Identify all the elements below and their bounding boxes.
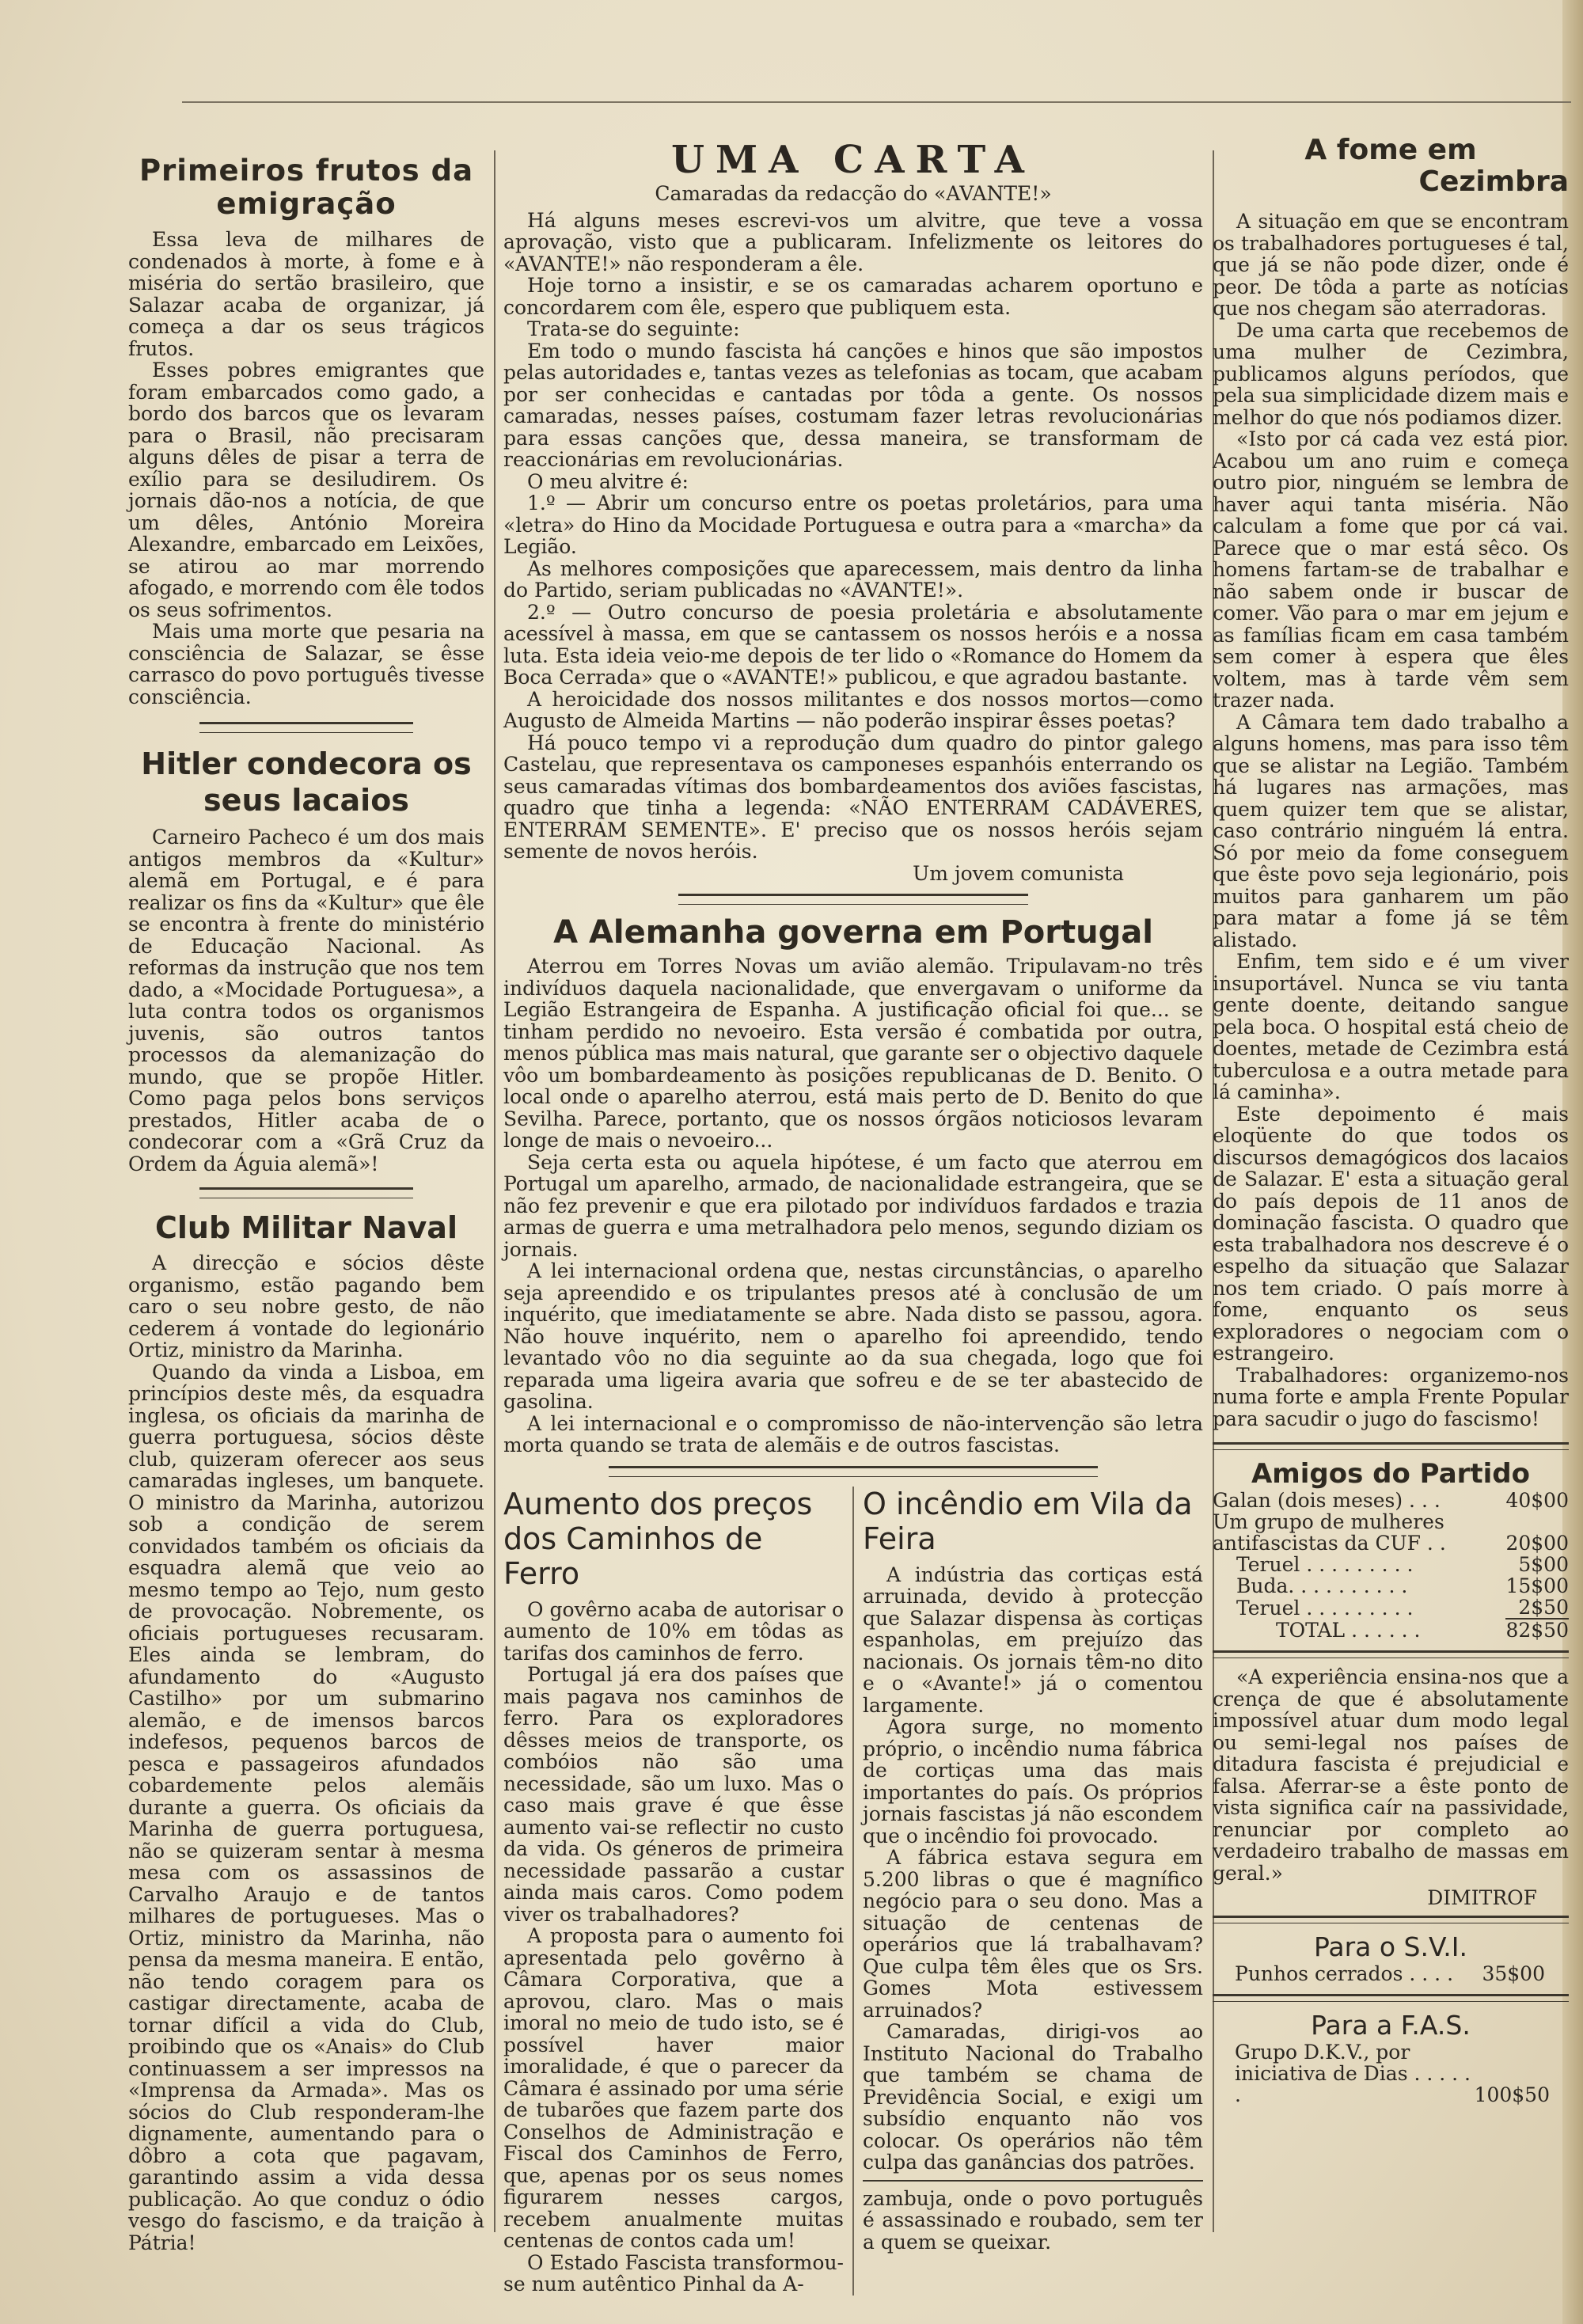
paragraph: A fábrica estava segura em 5.200 libras o que é magnífico negócio para o seu dono. Mas a situação de centenas de operários que lá trabalhavam? Que culpa têm êles que os Srs. Gomes Mota estivessem arruinados? bbox=[863, 1846, 1203, 2022]
donation-row bbox=[1213, 1963, 1569, 1984]
donation-row bbox=[1213, 1511, 1569, 1554]
paragraph: O govêrno acaba de autorisar o aumento de 10% em tôdas as tarifas dos caminhos de ferro. bbox=[503, 1597, 844, 1665]
top-rule bbox=[182, 101, 1571, 103]
donation-row bbox=[1213, 1597, 1569, 1619]
paragraph: 2.º — Outro concurso de poesia proletária e absolutamente acessível à massa, em que se cantassem os nossos heróis e a nossa luta. Esta ideia veio-me depois de ter lido o «Romance do Homem da Boca Cerrada» que o «AVANTE!» publicou, e que agradou bastante. bbox=[503, 600, 1203, 689]
paragraph: Seja certa esta ou aquela hipótese, é um facto que aterrou em Portugal um aparelho, armado, de nacionalidade estrangeira, que se não fez prevenir e que era pilotado por indivíduos fardados e trazia armas de guerra e uma metralhadora pelo menos, segundo diziam os jornais. bbox=[503, 1150, 1203, 1261]
donation-label: Teruel . . . . . . . . . bbox=[1236, 1596, 1414, 1620]
donation-amount: 35$00 bbox=[1482, 1961, 1545, 1985]
paragraph: Carneiro Pacheco é um dos mais antigos membros da «Kultur» alemã em Portugal, e é para realizar os fins da «Kultur» que êle se encontra à frente do ministério de Educação Nacional. As reformas da instrução que nos tem dado, a «Mocidade Portuguesa», a luta contra todos os organismos juvenis, são outros tantos processos da alemanização do mundo, que se propõe Hitler. Como paga pelos bons serviços prestados, Hitler acaba de o condecorar com a «Grã Cruz da Ordem da Águia alemã»! bbox=[128, 826, 484, 1175]
article-incendio-vila-feira bbox=[863, 1487, 1203, 2296]
donation-amount: 40$00 bbox=[1505, 1489, 1569, 1512]
paragraph: Mais uma morte que pesaria na consciência de Salazar, se êsse carrasco do povo português tivesse consciência. bbox=[128, 620, 484, 708]
paragraph: Aterrou em Torres Novas um avião alemão. Tripulavam-no três indivíduos daquela nacionalidade, que envergavam o uniforme da Legião Estrangeira de Espanha. A justificação oficial foi que... se tinham perdido no nevoeiro. Esta versão é combatida por outra, menos pública mas mais natural, que garante ser o objectivo daquele vôo um bombardeamento às posições republicanas de D. Benito. O local onde o aparelho aterrou, está mais perto de D. Benito do que Sevilha. Parece, portanto, que os nossos órgãos noticiosos levaram longe de mais o nevoeiro... bbox=[503, 955, 1203, 1152]
donation-total-row bbox=[1213, 1619, 1569, 1641]
separator bbox=[678, 894, 1028, 905]
article-title: Aumento dos preços dos Caminhos de Ferro bbox=[503, 1486, 813, 1591]
paragraph: zambuja, onde o povo português é assassinado e roubado, sem ter a quem se queixar. bbox=[863, 2186, 1203, 2254]
paragraph: Hoje torno a insistir, e se os camaradas acharem oportuno e concordarem com êle, espero que publiquem esta. bbox=[503, 274, 1203, 319]
paragraph: O Estado Fascista transformou-se num autêntico Pinhal da A- bbox=[503, 2250, 844, 2296]
paragraph: A heroicidade dos nossos militantes e dos nossos mortos—como Augusto de Almeida Martins — não poderão inspirar êsses poetas? bbox=[503, 687, 1203, 732]
paragraph: Quando da vinda a Lisboa, em princípios deste mês, da esquadra inglesa, os oficiais da marinha de guerra portuguesa, sócios dêste club, quizeram oferecer aos seus camaradas ingleses, um banquete. O ministro da Marinha, autorizou sob a condição de serem convidados também os oficiais da esquadra alemã que veio ao mesmo tempo ao Tejo, num gesto de provocação. Nobremente, os oficiais portugueses recusaram. Eles ainda se lembram, do afundamento do «Augusto Castilho» por um submarino alemão, e de imensos barcos indefesos, pequenos barcos de pesca e passageiros afundados cobardemente pelos alemãis durante a guerra. Os oficiais da Marinha de guerra portuguesa, não se quizeram sentar à mesma mesa com os assassinos de Carvalho Araujo e de tantos milhares de portugueses. Mas o Ortiz, ministro da Marinha, não pensa da mesma maneira. E então, não tendo coragem para os castigar directamente, acaba de tornar difícil a vida do Club, proibindo que os «Anais» do Club continuassem a ser impressos na «Imprensa da Armada». Mas os sócios do Club responderam-lhe dignamente, aumentando para o dôbro a cota que pagavam, garantindo assim a vida dessa publicação. Ao que conduz o ódio vesgo do fascismo, e da traição à Pátria! bbox=[128, 1360, 484, 2254]
donations-amigos-do-partido bbox=[1213, 1458, 1569, 1641]
donations-svi bbox=[1213, 1931, 1569, 1984]
article-title: Cezimbra bbox=[1418, 165, 1569, 198]
paragraph: As melhores composições que aparecessem, mais dentro da linha do Partido, seriam publicadas no «AVANTE!». bbox=[503, 556, 1203, 602]
total-label: TOTAL . . . . . . bbox=[1276, 1618, 1421, 1642]
donation-label: Grupo D.K.V., por iniciativa de Dias . . . . . . bbox=[1235, 2040, 1471, 2106]
greeting: Camaradas da redacção do «AVANTE!» bbox=[655, 182, 1052, 205]
column-left bbox=[128, 154, 484, 2254]
separator bbox=[863, 2180, 1203, 2182]
paragraph: Agora surge, no momento próprio, o incêndio numa fábrica de cortiças uma das mais importantes do país. Os próprios jornais fascistas já não escondem que o incêndio foi provocado. bbox=[863, 1715, 1203, 1847]
paragraph: A lei internacional ordena que, nestas circunstâncias, o aparelho seja apreendido e os tripulantes presos até à conclusão de um inquérito, que imediatamente se abre. Nada disto se passou, agora. Não houve inquérito, nem o aparelho foi apreendido, tendo levantado vôo no dia seguinte ao da sua chegada, logo que foi reparada uma ligeira avaria que sofreu e de se ter abastecido de gasolina. bbox=[503, 1259, 1203, 1413]
donation-amount: 100$50 bbox=[1474, 2083, 1550, 2106]
paragraph: Há pouco tempo vi a reprodução dum quadro do pintor galego Castelau, que representava os camponeses espanhóis enterrando os seus camaradas vítimas dos bombardeamentos dos aviões fascistas, quadro que tinha a legenda: «NÃO ENTERRAM CADÁVERES, ENTERRAM SEMENTE». E' preciso que os nossos heróis sejam semente de novos heróis. bbox=[503, 731, 1203, 863]
donation-label: Punhos cerrados . . . . bbox=[1235, 1961, 1454, 1985]
paragraph: A indústria das cortiças está arruinada, devido à protecção que Salazar dispensa às cortiças espanholas, em prejuízo das nacionais. Os jornais têm-no dito e o «Avante!» já o comentou largamente. bbox=[863, 1563, 1203, 1717]
separator bbox=[1213, 1994, 1569, 2002]
article-title: Hitler condecora os seus lacaios bbox=[141, 746, 472, 818]
article-title: A Alemanha governa em Portugal bbox=[553, 914, 1153, 951]
article-aumento-precos bbox=[503, 1487, 844, 2296]
paragraph: Camaradas, dirigi-vos ao Instituto Nacional do Trabalho que também se chama de Previdência Social, e exigi um subsídio enquanto não vos colocar. Os operários não têm culpa das ganâncias dos patrões. bbox=[863, 2020, 1203, 2174]
paragraph: A Câmara tem dado trabalho a alguns homens, mas para isso têm que se alistar na Legião. Também há lugares nas armações, mas quem quizer tem que se alistar, caso contrário ninguém lá entra. Só por meio da fome conseguem que êste povo seja legionário, pois muitos para ganharem um pão para matar a fome já se têm alistado. bbox=[1213, 710, 1569, 951]
donations-fas bbox=[1213, 2010, 1569, 2106]
paragraph: «Isto por cá cada vez está pior. Acabou um ano ruim e começa outro pior, ninguém se lembra de haver aqui tanta miséria. Não calculam a fome que por cá vai. Parece que o mar está sêco. Os homens fartam-se de trabalhar e não sabem onde ir buscar de comer. Vão para o mar em jejum e as famílias ficam em casa também sem comer à espera que êles voltem, mas à tarde vêm sem trazer nada. bbox=[1213, 427, 1569, 712]
paragraph: Em todo o mundo fascista há canções e hinos que são impostos pelas autoridades e, tantas vezes as telefonias as tocam, que acabam por ser conhecidas e cantadas por tôda a gente. Os nossos camaradas, nesses países, costumam fazer letras revolucionárias para essas canções que, dessa maneira, se transformam de reaccionárias em revolucionárias. bbox=[503, 339, 1203, 471]
article-title: Club Militar Naval bbox=[155, 1210, 457, 1245]
article-title: Primeiros frutos da emigração bbox=[139, 154, 474, 221]
paragraph: Enfim, tem sido e é um viver insuportável. Nunca se viu tanta gente doente, deitando sangue pela boca. O hospital está cheio de doentes, metade de Cezimbra está tuberculosa e a outra metade para lá caminha». bbox=[1213, 950, 1569, 1103]
column-divider bbox=[494, 150, 495, 2232]
donation-table bbox=[1213, 1490, 1569, 1641]
separator bbox=[1213, 1650, 1569, 1658]
donation-amount: 5$00 bbox=[1518, 1553, 1569, 1576]
separator bbox=[1213, 1916, 1569, 1923]
donation-label: Um grupo de mulheres antifascistas da CUF . . bbox=[1213, 1510, 1446, 1555]
donation-table bbox=[1213, 1963, 1569, 1984]
donation-amount: 20$00 bbox=[1505, 1532, 1569, 1555]
column-right bbox=[1213, 135, 1569, 2106]
paragraph: A lei internacional e o compromisso de não-intervenção são letra morta quando se trata de alemãis e de outros fascistas. bbox=[503, 1411, 1203, 1456]
quote-text: «A experiência ensina-nos que a crença de que é absolutamente impossível atuar dum modo legal ou semi-legal nos países de ditadura fascista é prejudicial e falsa. Aferrar-se a êste ponto de vista significa caír na passividade, renunciar por completo ao verdadeiro trabalho de massas em geral.» bbox=[1213, 1665, 1569, 1885]
article-title: A fome em bbox=[1304, 134, 1477, 166]
paragraph: Esses pobres emigrantes que foram embarcados como gado, a bordo dos barcos que os levaram para o Brasil, não precisaram alguns dêles de pisar a terra de exílio para se desiludirem. Os jornais dão-nos a notícia, de que um dêles, António Moreira Alexandre, embarcado em Leixões, se atirou ao mar morrendo afogado, e morrendo com êle todos os seus sofrimentos. bbox=[128, 359, 484, 621]
separator bbox=[199, 722, 413, 733]
donation-row bbox=[1213, 2041, 1569, 2106]
quote-dimitrof bbox=[1213, 1666, 1569, 1909]
total-amount: 82$50 bbox=[1505, 1619, 1569, 1642]
paragraph: De uma carta que recebemos de uma mulher de Cezimbra, publicamos alguns períodos, que pela sua simplicidade dizem mais e melhor do que nós podiamos dizer. bbox=[1213, 318, 1569, 429]
article-title: O incêndio em Vila da Feira bbox=[863, 1486, 1193, 1556]
donation-row bbox=[1213, 1554, 1569, 1575]
donation-table bbox=[1213, 2041, 1569, 2106]
paragraph: Há alguns meses escrevi-vos um alvitre, que teve a vossa aprovação, visto que a publicaram. Infelizmente os leitores do «AVANTE!» não responderam a êle. bbox=[503, 208, 1203, 275]
paragraph: Portugal já era dos países que mais pagava nos caminhos de ferro. Para os exploradores dêsses meios de transporte, os combóios não são uma necessidade, são um luxo. Mas o caso mais grave é que êsse aumento vai-se reflectir no custo da vida. Os géneros de primeira necessidade passarão a custar ainda mais caros. Como podem viver os trabalhadores? bbox=[503, 1663, 844, 1926]
separator bbox=[199, 1187, 413, 1198]
signature: Um jovem comunista bbox=[913, 861, 1124, 885]
paragraph: O meu alvitre é: bbox=[527, 469, 689, 493]
quote-author: DIMITROF bbox=[1427, 1886, 1537, 1909]
paragraph: Trata-se do seguinte: bbox=[527, 317, 740, 340]
column-center bbox=[503, 139, 1203, 2296]
article-primeiros-frutos bbox=[128, 154, 484, 708]
article-title: UMA CARTA bbox=[671, 138, 1035, 182]
article-title: Amigos do Partido bbox=[1251, 1458, 1531, 1490]
paragraph: Essa leva de milhares de condenados à morte, à fome e à miséria do sertão brasileiro, que Salazar acaba de organizar, já começa a dar os seus trágicos frutos. bbox=[128, 228, 484, 360]
donation-row bbox=[1213, 1490, 1569, 1511]
separator bbox=[1213, 1442, 1569, 1450]
article-club-militar-naval bbox=[128, 1209, 484, 2254]
paragraph: Este depoimento é mais eloqüente do que todos os discursos demagógicos dos lacaios de Salazar. E' esta a situação geral do país depois de 11 anos de dominação fascista. O quadro que esta trabalhadora nos descreve é o espelho da situação que Salazar nos tem criado. O país morre à fome, enquanto os seus exploradores o negociam com o estrangeiro. bbox=[1213, 1102, 1569, 1365]
donation-row bbox=[1213, 1575, 1569, 1597]
section-title: Para o S.V.I. bbox=[1313, 1931, 1468, 1962]
paragraph: Trabalhadores: organizemo-nos numa forte e ampla Frente Popular para sacudir o jugo do fascismo! bbox=[1213, 1363, 1569, 1430]
paragraph: A situação em que se encontram os trabalhadores portugueses é tal, que já se não pode dizer, onde é peor. De tôda a parte as notícias que nos chegam são aterradoras. bbox=[1213, 210, 1569, 320]
bottom-articles bbox=[503, 1487, 1203, 2296]
paragraph: A direcção e sócios dêste organismo, estão pagando bem caro o seu nobre gesto, de não cederem á vontade do legionário Ortiz, ministro da Marinha. bbox=[128, 1251, 484, 1361]
donation-label: Galan (dois meses) . . . bbox=[1213, 1489, 1441, 1512]
article-fome-cezimbra bbox=[1213, 135, 1569, 1430]
article-hitler-condecora bbox=[128, 746, 484, 1175]
paragraph: A proposta para o aumento foi apresentada pelo govêrno à Câmara Corporativa, que a aprovou, claro. Mas o mais imoral no meio de tudo isto, se é possível haver maior imoralidade, é que o parecer da Câmara é assinado por uma série de tubarões que fazem parte dos Conselhos de Administração e Fiscal dos Caminhos de Ferro, que, apenas por os seus nomes figurarem nesses cargos, recebem anualmente muitas centenas de contos cada um! bbox=[503, 1924, 844, 2252]
donation-amount: 15$00 bbox=[1505, 1574, 1569, 1597]
column-divider bbox=[852, 1487, 854, 2296]
donation-amount: 2$50 bbox=[1505, 1597, 1569, 1619]
separator bbox=[609, 1466, 1099, 1477]
donation-label: Teruel . . . . . . . . . bbox=[1236, 1553, 1414, 1576]
article-alemanha-governa bbox=[503, 914, 1203, 1456]
donation-label: Buda. . . . . . . . . . bbox=[1236, 1574, 1408, 1597]
article-uma-carta bbox=[503, 139, 1203, 884]
paragraph: 1.º — Abrir um concurso entre os poetas proletários, para uma «letra» do Hino da Mocidade Portuguesa e outra para a «marcha» da Legião. bbox=[503, 492, 1203, 558]
section-title: Para a F.A.S. bbox=[1311, 2009, 1471, 2041]
